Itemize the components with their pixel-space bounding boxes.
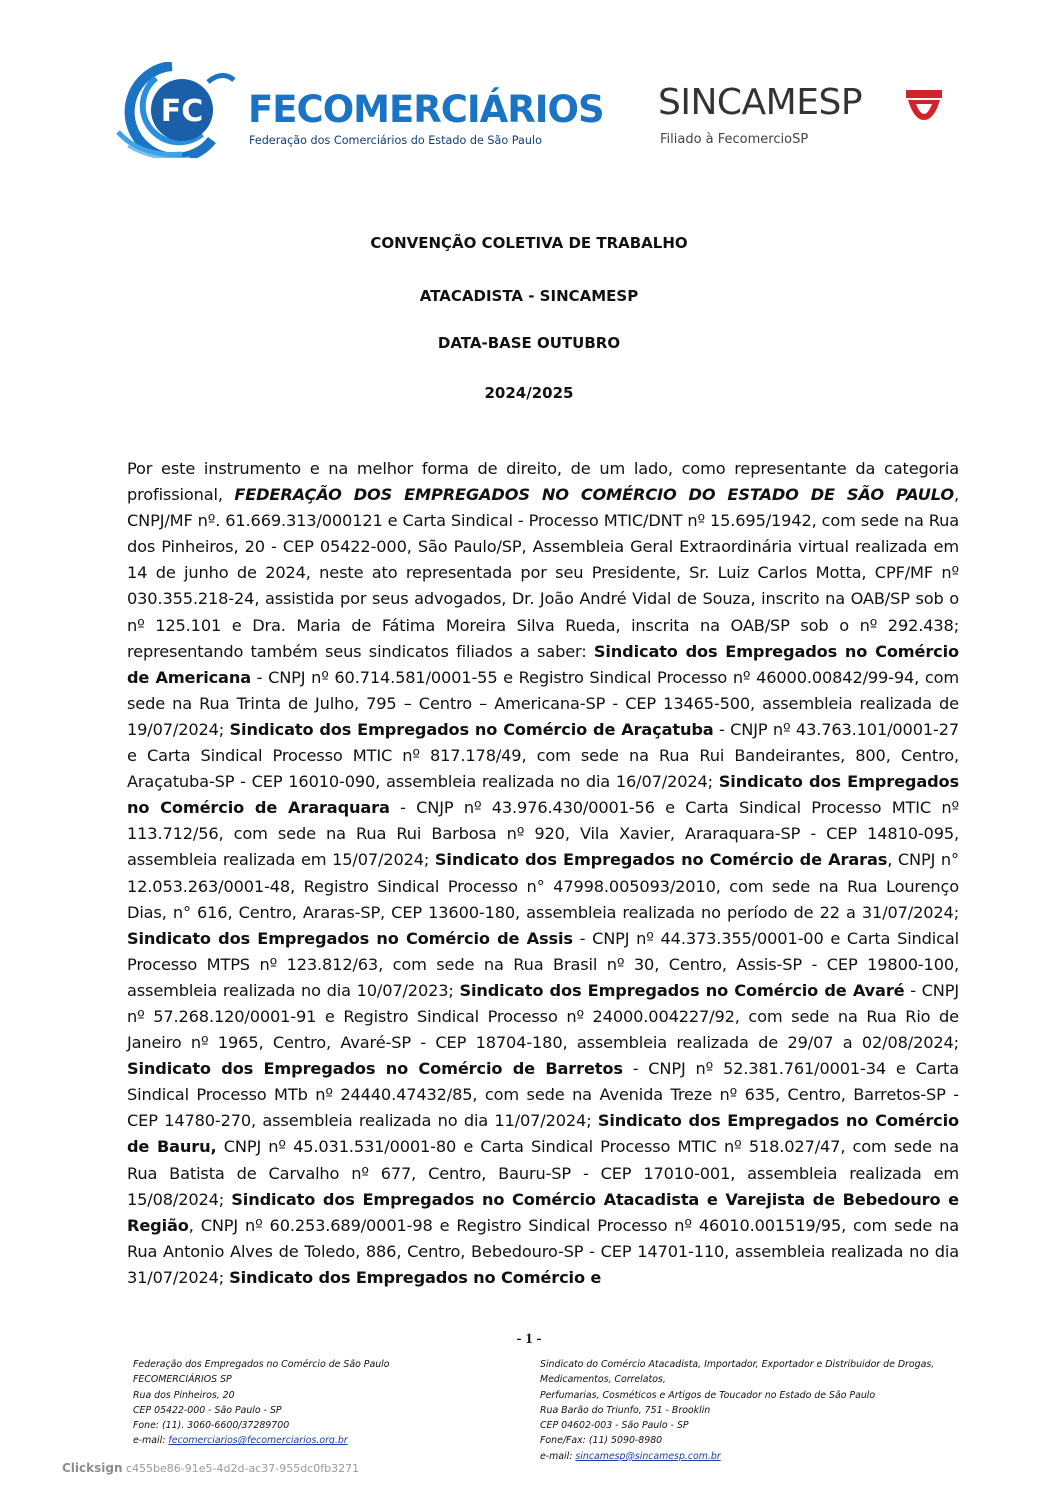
footer-right-line: Fone/Fax: (11) 5090-8980	[540, 1435, 663, 1447]
text-run: , CNPJ/MF nº. 61.669.313/000121 e Carta Sindical - Processo MTIC/DNT nº 15.695/1942, com sede na Rua dos Pinheiros, 20 - CEP 05422-000, São Paulo/SP, Assembleia Geral Extraordinária virtual realizada em 14 de junho de 2024, neste ato representada por seu Presidente, Sr. Luiz Carlos Motta, CPF/MF nº 030.355.218-24, assistida por seus advogados, Dr. João André Vidal de Souza, inscrito na OAB/SP sob o nº 125.101 e Dra. Maria de Fátima Moreira Silva Rueda, inscrita na OAB/SP sob o nº 292.438; representando também seus sindicatos filiados a saber:	[127, 485, 959, 661]
union-name: Sindicato dos Empregados no Comércio de Bauru,	[127, 1111, 959, 1157]
footer-left	[133, 1357, 389, 1449]
footer-right-line: Sindicato do Comércio Atacadista, Importador, Exportador e Distribuidor de Drogas,	[540, 1359, 935, 1370]
footer-left-line: CEP 05422-000 - São Paulo - SP	[133, 1404, 282, 1416]
clicksign-watermark	[62, 1461, 359, 1475]
footer-left-line: Federação dos Empregados no Comércio de São Paulo	[133, 1359, 390, 1370]
footer-right-email-link[interactable]: sincamesp@sincamesp.com.br	[575, 1450, 721, 1462]
sincamesp-logo	[658, 82, 948, 152]
footer-right-line: Medicamentos, Correlatos,	[540, 1374, 666, 1386]
doc-period: 2024/2025	[484, 384, 574, 402]
union-name: Sindicato dos Empregados no Comércio Atacadista e Varejista de Bebedouro e Região	[127, 1189, 959, 1235]
text-run: CNPJ nº 45.031.531/0001-80 e Carta Sindical Processo MTIC nº 518.027/47, com sede na Rua Batista de Carvalho nº 677, Centro, Bauru-SP - CEP 17010-001, assembleia realizada em 15/08/2024;	[127, 1137, 959, 1209]
preamble-paragraph	[127, 456, 959, 1291]
logo-name: FECOMERCIÁRIOS	[248, 88, 604, 131]
footer-left-line: FECOMERCIÁRIOS SP	[133, 1374, 232, 1386]
footer-left-line: Fone: (11). 3060-6600/37289700	[133, 1420, 290, 1432]
page-number: - 1 -	[516, 1331, 542, 1347]
text-run: - CNJP nº 43.763.101/0001-27 e Carta Sindical Processo MTIC nº 817.178/49, com sede na Rua Rui Bandeirantes, 800, Centro, Araçatuba-SP - CEP 16010-090, assembleia realizada no dia 16/07/2024;	[127, 719, 959, 792]
union-name: Sindicato dos Empregados no Comércio de Araras	[434, 850, 888, 870]
email-label: e-mail:	[133, 1435, 169, 1447]
footer-left-line: Rua dos Pinheiros, 20	[133, 1389, 235, 1401]
doc-title: CONVENÇÃO COLETIVA DE TRABALHO	[370, 234, 688, 252]
logo-subtitle: Federação dos Comerciários do Estado de São Paulo	[249, 134, 542, 147]
sincamesp-subtitle: Filiado à FecomercioSP	[660, 132, 809, 147]
text-run: - CNPJ nº 57.268.120/0001-91 e Registro Sindical Processo nº 24000.004227/92, com sede na Rua Rio de Janeiro nº 1965, Centro, Avaré-SP - CEP 18704-180, assembleia realizada de 29/07 a 02/08/2024;	[127, 980, 959, 1053]
text-run: - CNPJ nº 60.714.581/0001-55 e Registro Sindical Processo nº 46000.00842/99-94, com sede na Rua Trinta de Julho, 795 – Centro – Americana-SP - CEP 13465-500, assembleia realizada de 19/07/2024;	[127, 667, 959, 739]
doc-database: DATA-BASE OUTUBRO	[437, 334, 621, 352]
footer-left-email-link[interactable]: fecomerciarios@fecomerciarios.org.br	[168, 1435, 348, 1447]
union-name: Sindicato dos Empregados no Comércio de Barretos	[127, 1059, 623, 1079]
footer-right	[540, 1357, 934, 1464]
clicksign-brand: Clicksign	[62, 1461, 123, 1475]
doc-subtitle: ATACADISTA - SINCAMESP	[419, 287, 639, 305]
svg-text:FC: FC	[160, 94, 204, 129]
text-run: - CNPJ nº 52.381.761/0001-34 e Carta Sindical Processo MTb nº 24440.47432/85, com sede na Avenida Treze nº 635, Centro, Barretos-SP - CEP 14780-270, assembleia realizada no dia 11/07/2024;	[127, 1059, 959, 1131]
fecomerciarios-logo	[112, 62, 604, 158]
text-run: , CNPJ n° 12.053.263/0001-48, Registro Sindical Processo n° 47998.005093/2010, com sede na Rua Lourenço Dias, n° 616, Centro, Araras-SP, CEP 13600-180, assembleia realizada no período de 22 a 31/07/2024;	[127, 850, 959, 922]
union-name: Sindicato dos Empregados no Comércio e	[229, 1267, 602, 1287]
union-name: Sindicato dos Empregados no Comércio de Assis	[127, 928, 573, 948]
union-name: Sindicato dos Empregados no Comércio de Araçatuba	[229, 719, 714, 739]
sincamesp-mark-icon	[904, 86, 944, 122]
footer-left-email-line	[133, 1433, 389, 1448]
union-name: Sindicato dos Empregados no Comércio de Avaré	[459, 980, 905, 1000]
text-run: - CNPJ nº 44.373.355/0001-00 e Carta Sindical Processo MTPS nº 123.812/63, com sede na Rua Brasil nº 30, Centro, Assis-SP - CEP 19800-100, assembleia realizada no dia 10/07/2023;	[127, 928, 959, 1000]
email-label: e-mail:	[540, 1450, 576, 1462]
clicksign-code: c455be86-91e5-4d2d-ac37-955dc0fb3271	[126, 1462, 360, 1475]
federation-name: FEDERAÇÃO DOS EMPREGADOS NO COMÉRCIO DO ESTADO DE SÃO PAULO	[234, 485, 954, 505]
sincamesp-name: SINCAMESP	[658, 82, 863, 123]
footer-right-line: Perfumarias, Cosméticos e Artigos de Toucador no Estado de São Paulo	[540, 1389, 876, 1401]
union-name: Sindicato dos Empregados no Comércio de Araraquara	[127, 772, 959, 818]
text-run: , CNPJ nº 60.253.689/0001-98 e Registro Sindical Processo nº 46010.001519/95, com sede na Rua Antonio Alves de Toledo, 886, Centro, Bebedouro-SP - CEP 14701-110, assembleia realizada no dia 31/07/2024;	[127, 1215, 959, 1287]
footer-right-line: Rua Barão do Triunfo, 751 - Brooklin	[540, 1404, 711, 1416]
footer-right-email-line	[540, 1449, 934, 1464]
footer-right-line: CEP 04602-003 - São Paulo - SP	[540, 1420, 689, 1432]
text-run: Por este instrumento e na melhor forma de direito, de um lado, como representante da categoria profissional,	[127, 459, 959, 505]
text-run: - CNJP nº 43.976.430/0001-56 e Carta Sindical Processo MTIC nº 113.712/56, com sede na Rua Rui Barbosa nº 920, Vila Xavier, Araraquara-SP - CEP 14810-095, assembleia realizada em 15/07/2024;	[127, 798, 960, 870]
union-name: Sindicato dos Empregados no Comércio de Americana	[127, 641, 959, 687]
